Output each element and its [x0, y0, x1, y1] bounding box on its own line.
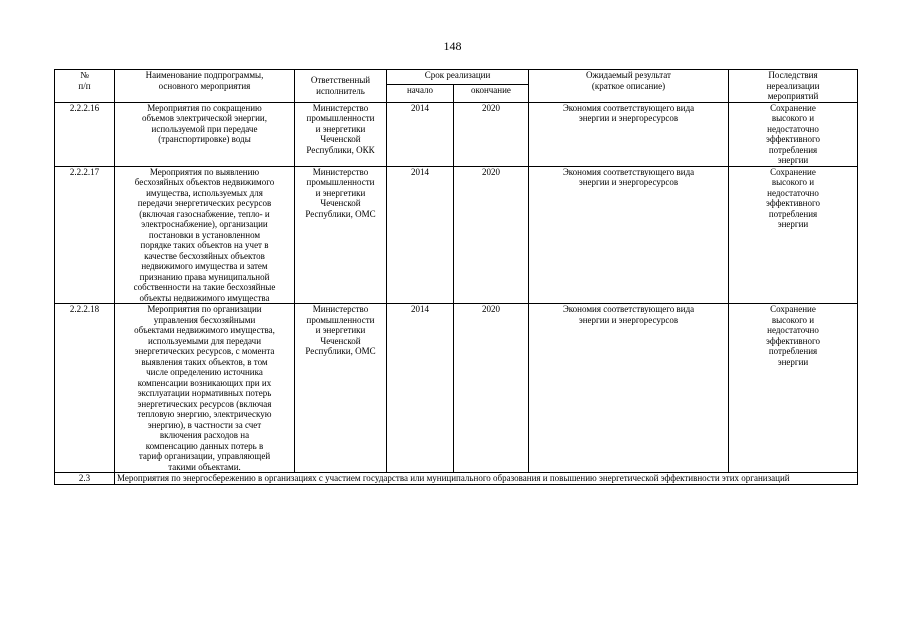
row-result: Экономия соответствующего вида энергии и энергоресурсов	[529, 102, 729, 166]
row-start: 2014	[387, 102, 454, 166]
row-end: 2020	[454, 166, 529, 304]
row-consequences: Сохранение высокого и недостаточно эффективного потребления энергии	[729, 102, 858, 166]
row-executor: Министерство промышленности и энергетики Чеченской Республики, ОМС	[295, 304, 387, 473]
row-end: 2020	[454, 304, 529, 473]
row-consequences: Сохранение высокого и недостаточно эффективного потребления энергии	[729, 304, 858, 473]
row-start: 2014	[387, 304, 454, 473]
table-row	[55, 304, 858, 473]
row-executor: Министерство промышленности и энергетики Чеченской Республики, ОКК	[295, 102, 387, 166]
program-table	[54, 69, 858, 485]
header-start: начало	[387, 84, 454, 102]
row-end: 2020	[454, 102, 529, 166]
row-consequences: Сохранение высокого и недостаточно эффективного потребления энергии	[729, 166, 858, 304]
table-row	[55, 166, 858, 304]
header-num: № п/п	[55, 70, 115, 103]
row-result: Экономия соответствующего вида энергии и энергоресурсов	[529, 166, 729, 304]
header-name: Наименование подпрограммы, основного мероприятия	[115, 70, 295, 103]
header-term: Срок реализации	[387, 70, 529, 85]
section-num: 2.3	[55, 473, 115, 485]
header-consequences: Последствия нереализации мероприятий	[729, 70, 858, 103]
row-start: 2014	[387, 166, 454, 304]
row-name: Мероприятия по выявлению бесхозяйных объектов недвижимого имущества, используемых для передачи энергетических ресурсов (включая газоснабжение, тепло- и электроснабжение), организации постановки в установленном порядке таких объектов на учет в качестве бесхозяйных объектов недвижимого имущества и затем признанию права муниципальной собственности на такие бесхозяйные объекты недвижимого имущества	[115, 166, 295, 304]
header-result: Ожидаемый результат (краткое описание)	[529, 70, 729, 103]
row-name: Мероприятия по сокращению объемов электрической энергии, используемой при передаче (транспортировке) воды	[115, 102, 295, 166]
row-result: Экономия соответствующего вида энергии и энергоресурсов	[529, 304, 729, 473]
page-number: 148	[443, 39, 462, 53]
row-num: 2.2.2.16	[55, 102, 115, 166]
header-executor: Ответственный исполнитель	[295, 70, 387, 103]
row-name: Мероприятия по организации управления бесхозяйными объектами недвижимого имущества, используемыми для передачи энергетических ресурсов, с момента выявления таких объектов, в том числе определению источника компенсации возникающих при их эксплуатации нормативных потерь энергетических ресурсов (включая тепловую энергию, электрическую энергию), в частности за счет включения расходов на компенсацию данных потерь в тариф организации, управляющей такими объектами.	[115, 304, 295, 473]
table-row	[55, 102, 858, 166]
row-num: 2.2.2.18	[55, 304, 115, 473]
row-num: 2.2.2.17	[55, 166, 115, 304]
row-executor: Министерство промышленности и энергетики Чеченской Республики, ОМС	[295, 166, 387, 304]
section-row	[55, 473, 858, 485]
section-title: Мероприятия по энергосбережению в организациях с участием государства или муниципального образования и повышению энергетической эффективности этих организаций	[115, 473, 858, 485]
header-end: окончание	[454, 84, 529, 102]
